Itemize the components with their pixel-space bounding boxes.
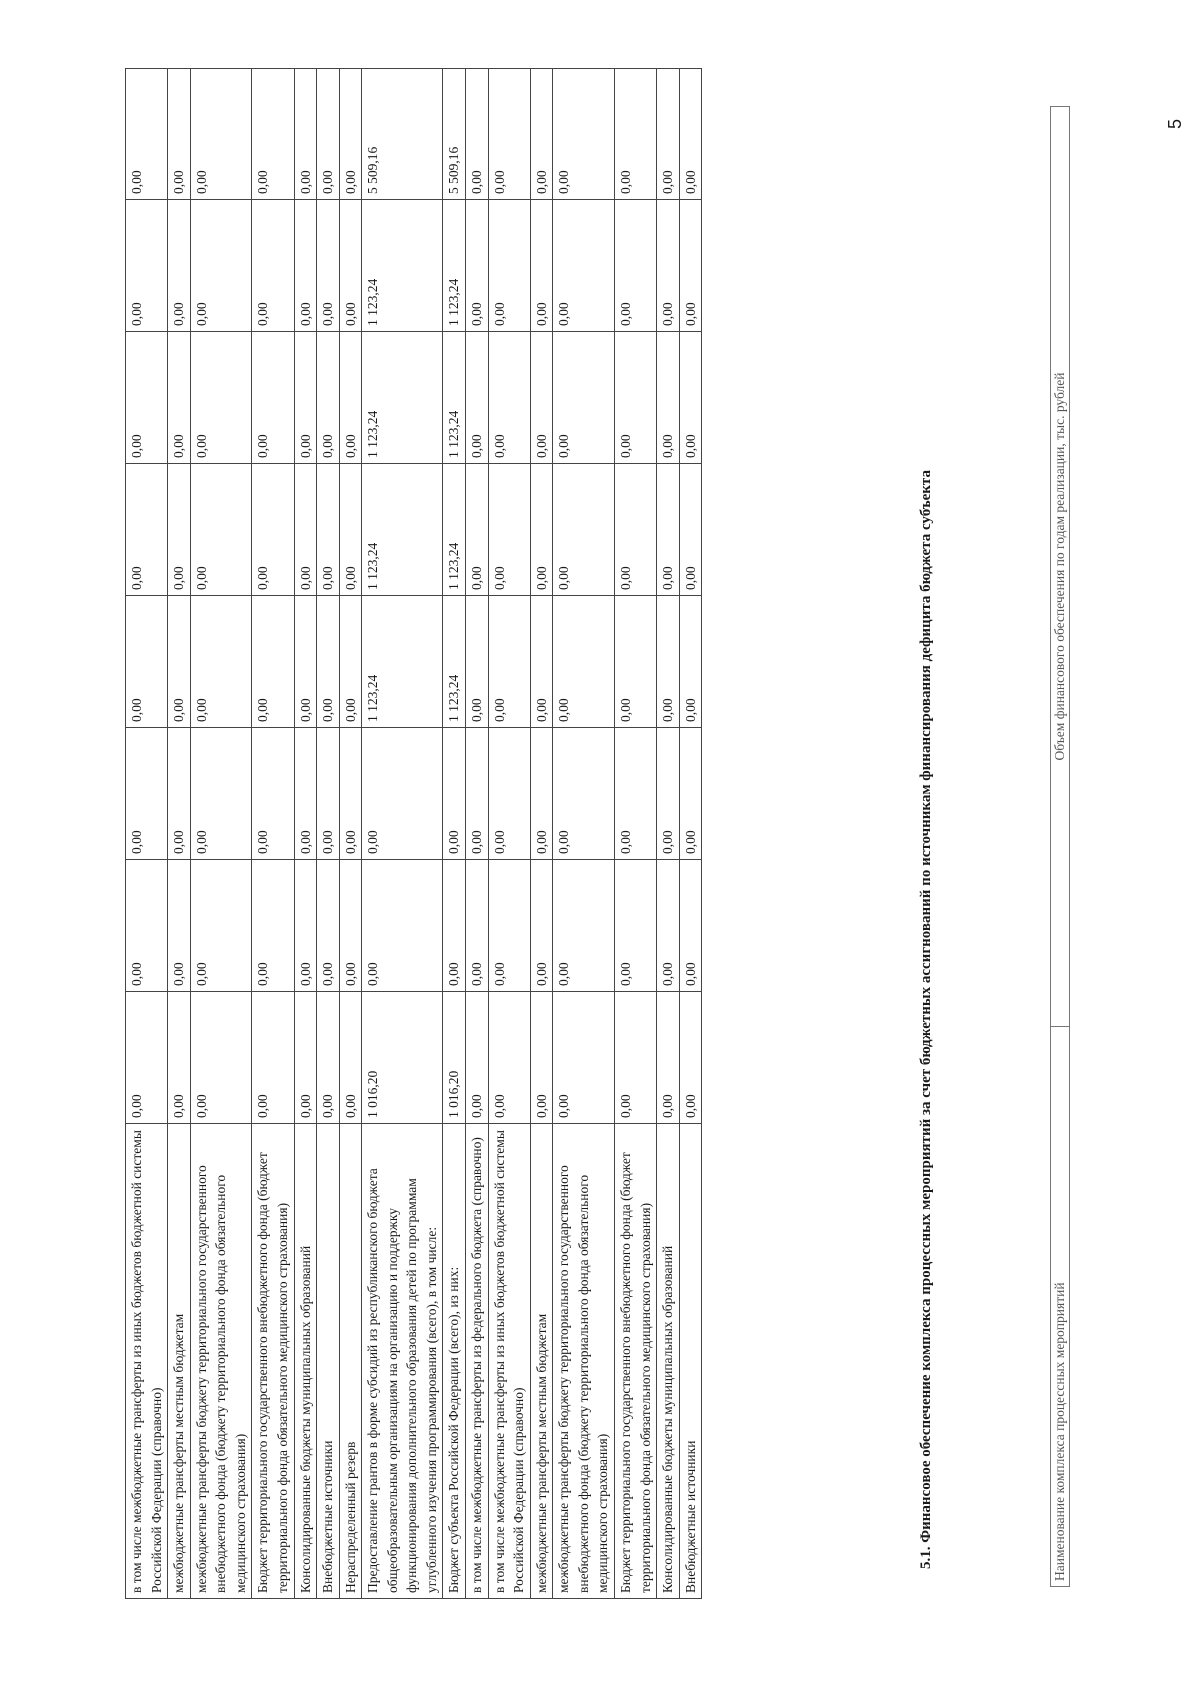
row-value: 0,00 xyxy=(657,332,680,464)
table-row xyxy=(339,69,362,1599)
row-value: 0,00 xyxy=(252,860,294,992)
row-value: 0,00 xyxy=(294,596,317,728)
row-value: 0,00 xyxy=(657,596,680,728)
row-value: 0,00 xyxy=(126,728,168,860)
row-value: 0,00 xyxy=(466,596,489,728)
row-value: 0,00 xyxy=(466,200,489,332)
financing-table xyxy=(125,68,702,1599)
row-value: 0,00 xyxy=(294,332,317,464)
funding-volume-header: Объем финансового обеспечения по годам реализации, тыс. рублей xyxy=(1051,107,1070,1027)
row-label: межбюджетные трансферты бюджету территориального государственного внебюджетного фонда (бюджету территориального фонда обязательного медицинского страхования) xyxy=(190,1124,252,1599)
row-value: 0,00 xyxy=(126,992,168,1124)
row-value: 0,00 xyxy=(488,860,530,992)
row-label: межбюджетные трансферты местным бюджетам xyxy=(168,1124,191,1599)
row-value: 0,00 xyxy=(252,200,294,332)
row-value: 0,00 xyxy=(126,860,168,992)
row-value: 0,00 xyxy=(488,992,530,1124)
row-value: 0,00 xyxy=(126,464,168,596)
row-label: Внебюджетные источники xyxy=(317,1124,340,1599)
row-value: 0,00 xyxy=(553,69,615,200)
row-value: 0,00 xyxy=(362,728,443,860)
row-value: 0,00 xyxy=(168,200,191,332)
row-value: 0,00 xyxy=(294,200,317,332)
table-row xyxy=(252,69,294,1599)
table-row xyxy=(317,69,340,1599)
row-value: 0,00 xyxy=(190,464,252,596)
row-value: 0,00 xyxy=(168,860,191,992)
row-value: 0,00 xyxy=(339,728,362,860)
row-value: 0,00 xyxy=(443,728,466,860)
row-value: 1 123,24 xyxy=(443,464,466,596)
row-label: межбюджетные трансферты бюджету территориального государственного внебюджетного фонда (бюджету территориального фонда обязательного медицинского страхования) xyxy=(553,1124,615,1599)
measures-name-header: Наименование комплекса процессных мероприятий xyxy=(1051,1027,1070,1587)
row-value: 0,00 xyxy=(679,464,702,596)
row-label: Бюджет территориального государственного внебюджетного фонда (бюджет территориального фонда обязательного медицинского страхования) xyxy=(252,1124,294,1599)
row-label: Внебюджетные источники xyxy=(679,1124,702,1599)
row-value: 0,00 xyxy=(317,728,340,860)
row-label: в том числе межбюджетные трансферты из иных бюджетов бюджетной системы Российской Федерации (справочно) xyxy=(488,1124,530,1599)
row-label: в том числе межбюджетные трансферты из иных бюджетов бюджетной системы Российской Федерации (справочно) xyxy=(126,1124,168,1599)
row-value: 1 123,24 xyxy=(443,200,466,332)
subsection-header-table xyxy=(1050,106,1070,1587)
row-value: 1 123,24 xyxy=(362,596,443,728)
row-value: 0,00 xyxy=(553,860,615,992)
row-value: 0,00 xyxy=(679,200,702,332)
row-value: 0,00 xyxy=(339,332,362,464)
row-value: 0,00 xyxy=(466,332,489,464)
row-value: 0,00 xyxy=(488,464,530,596)
row-value: 0,00 xyxy=(614,464,656,596)
row-value: 0,00 xyxy=(679,992,702,1124)
row-value: 1 016,20 xyxy=(362,992,443,1124)
row-value: 0,00 xyxy=(530,332,553,464)
rotated-page xyxy=(80,59,1185,1639)
row-value: 0,00 xyxy=(553,728,615,860)
row-value: 0,00 xyxy=(168,69,191,200)
row-value: 0,00 xyxy=(294,69,317,200)
row-value: 0,00 xyxy=(294,464,317,596)
row-value: 5 509,16 xyxy=(443,69,466,200)
row-value: 0,00 xyxy=(553,200,615,332)
row-value: 0,00 xyxy=(530,596,553,728)
row-value: 0,00 xyxy=(657,992,680,1124)
row-value: 0,00 xyxy=(252,596,294,728)
row-value: 0,00 xyxy=(190,596,252,728)
row-value: 0,00 xyxy=(317,332,340,464)
row-value: 0,00 xyxy=(190,992,252,1124)
row-label: Консолидированные бюджеты муниципальных образований xyxy=(294,1124,317,1599)
row-value: 0,00 xyxy=(530,69,553,200)
row-value: 0,00 xyxy=(614,728,656,860)
row-label: Бюджет территориального государственного внебюджетного фонда (бюджет территориального фонда обязательного медицинского страхования) xyxy=(614,1124,656,1599)
financing-table-body xyxy=(126,69,702,1599)
row-value: 0,00 xyxy=(190,69,252,200)
row-value: 0,00 xyxy=(530,464,553,596)
row-value: 0,00 xyxy=(190,860,252,992)
row-value: 0,00 xyxy=(168,728,191,860)
table-row xyxy=(679,69,702,1599)
row-value: 0,00 xyxy=(252,728,294,860)
row-value: 0,00 xyxy=(190,200,252,332)
row-value: 0,00 xyxy=(466,860,489,992)
row-value: 0,00 xyxy=(679,69,702,200)
financing-table-wrapper xyxy=(125,119,702,1599)
row-value: 1 123,24 xyxy=(362,332,443,464)
row-value: 0,00 xyxy=(339,69,362,200)
row-value: 1 123,24 xyxy=(362,464,443,596)
row-value: 0,00 xyxy=(614,332,656,464)
row-value: 0,00 xyxy=(317,200,340,332)
row-value: 0,00 xyxy=(679,332,702,464)
row-label: Нераспределенный резерв xyxy=(339,1124,362,1599)
row-value: 0,00 xyxy=(317,860,340,992)
row-value: 0,00 xyxy=(168,992,191,1124)
row-value: 0,00 xyxy=(339,200,362,332)
row-label: Консолидированные бюджеты муниципальных образований xyxy=(657,1124,680,1599)
row-value: 0,00 xyxy=(466,728,489,860)
table-row xyxy=(614,69,656,1599)
row-value: 0,00 xyxy=(530,860,553,992)
row-value: 0,00 xyxy=(168,464,191,596)
row-value: 0,00 xyxy=(339,860,362,992)
row-value: 0,00 xyxy=(126,332,168,464)
row-value: 0,00 xyxy=(443,860,466,992)
row-value: 0,00 xyxy=(252,69,294,200)
subsection-header-row xyxy=(1051,107,1070,1587)
row-value: 0,00 xyxy=(294,860,317,992)
row-value: 1 123,24 xyxy=(362,200,443,332)
row-value: 0,00 xyxy=(553,992,615,1124)
row-value: 0,00 xyxy=(252,992,294,1124)
row-value: 0,00 xyxy=(190,332,252,464)
row-value: 0,00 xyxy=(530,992,553,1124)
row-value: 0,00 xyxy=(339,464,362,596)
row-value: 1 016,20 xyxy=(443,992,466,1124)
table-row xyxy=(294,69,317,1599)
row-value: 0,00 xyxy=(657,728,680,860)
row-value: 0,00 xyxy=(466,69,489,200)
row-value: 0,00 xyxy=(126,200,168,332)
row-value: 0,00 xyxy=(679,860,702,992)
row-value: 0,00 xyxy=(317,69,340,200)
row-value: 0,00 xyxy=(488,200,530,332)
row-value: 0,00 xyxy=(657,464,680,596)
row-value: 0,00 xyxy=(317,464,340,596)
table-row xyxy=(190,69,252,1599)
row-value: 0,00 xyxy=(679,728,702,860)
table-row xyxy=(362,69,443,1599)
section-title: 5.1. Финансовое обеспечение комплекса процессных мероприятий за счет бюджетных ассигнований по источникам финансирования дефицита бюджета субъекта xyxy=(918,470,934,1569)
row-label: Бюджет субъекта Российской Федерации (всего), из них: xyxy=(443,1124,466,1599)
row-label: Предоставление грантов в форме субсидий из республиканского бюджета общеобразовательным организациям на организацию и поддержку функционирования дополнительного образования детей по программам углубленного изучения программирования (всего), в том числе: xyxy=(362,1124,443,1599)
row-value: 0,00 xyxy=(168,596,191,728)
table-row xyxy=(657,69,680,1599)
row-value: 0,00 xyxy=(679,596,702,728)
table-row xyxy=(488,69,530,1599)
row-value: 0,00 xyxy=(657,860,680,992)
row-value: 0,00 xyxy=(466,992,489,1124)
row-value: 0,00 xyxy=(126,596,168,728)
row-value: 0,00 xyxy=(190,728,252,860)
row-value: 0,00 xyxy=(488,69,530,200)
table-row xyxy=(126,69,168,1599)
table-row xyxy=(553,69,615,1599)
row-value: 0,00 xyxy=(614,69,656,200)
row-value: 0,00 xyxy=(317,596,340,728)
row-value: 0,00 xyxy=(362,860,443,992)
row-value: 0,00 xyxy=(126,69,168,200)
row-value: 0,00 xyxy=(614,992,656,1124)
table-row xyxy=(466,69,489,1599)
page-number: 5 xyxy=(1165,119,1185,130)
row-value: 1 123,24 xyxy=(443,332,466,464)
row-value: 0,00 xyxy=(530,728,553,860)
row-value: 0,00 xyxy=(614,860,656,992)
row-value: 0,00 xyxy=(252,332,294,464)
row-value: 0,00 xyxy=(530,200,553,332)
table-row xyxy=(168,69,191,1599)
row-value: 0,00 xyxy=(553,596,615,728)
row-value: 0,00 xyxy=(553,332,615,464)
row-value: 0,00 xyxy=(553,464,615,596)
table-row xyxy=(443,69,466,1599)
row-label: межбюджетные трансферты местным бюджетам xyxy=(530,1124,553,1599)
row-value: 5 509,16 xyxy=(362,69,443,200)
row-value: 0,00 xyxy=(339,992,362,1124)
row-value: 0,00 xyxy=(168,332,191,464)
row-value: 0,00 xyxy=(614,596,656,728)
row-value: 0,00 xyxy=(657,69,680,200)
row-value: 0,00 xyxy=(657,200,680,332)
row-value: 0,00 xyxy=(252,464,294,596)
row-value: 0,00 xyxy=(317,992,340,1124)
row-value: 0,00 xyxy=(488,596,530,728)
table-row xyxy=(530,69,553,1599)
row-value: 0,00 xyxy=(614,200,656,332)
row-value: 0,00 xyxy=(466,464,489,596)
row-value: 0,00 xyxy=(339,596,362,728)
row-value: 0,00 xyxy=(488,332,530,464)
row-label: в том числе межбюджетные трансферты из федерального бюджета (справочно) xyxy=(466,1124,489,1599)
row-value: 0,00 xyxy=(488,728,530,860)
row-value: 0,00 xyxy=(294,728,317,860)
row-value: 0,00 xyxy=(294,992,317,1124)
row-value: 1 123,24 xyxy=(443,596,466,728)
